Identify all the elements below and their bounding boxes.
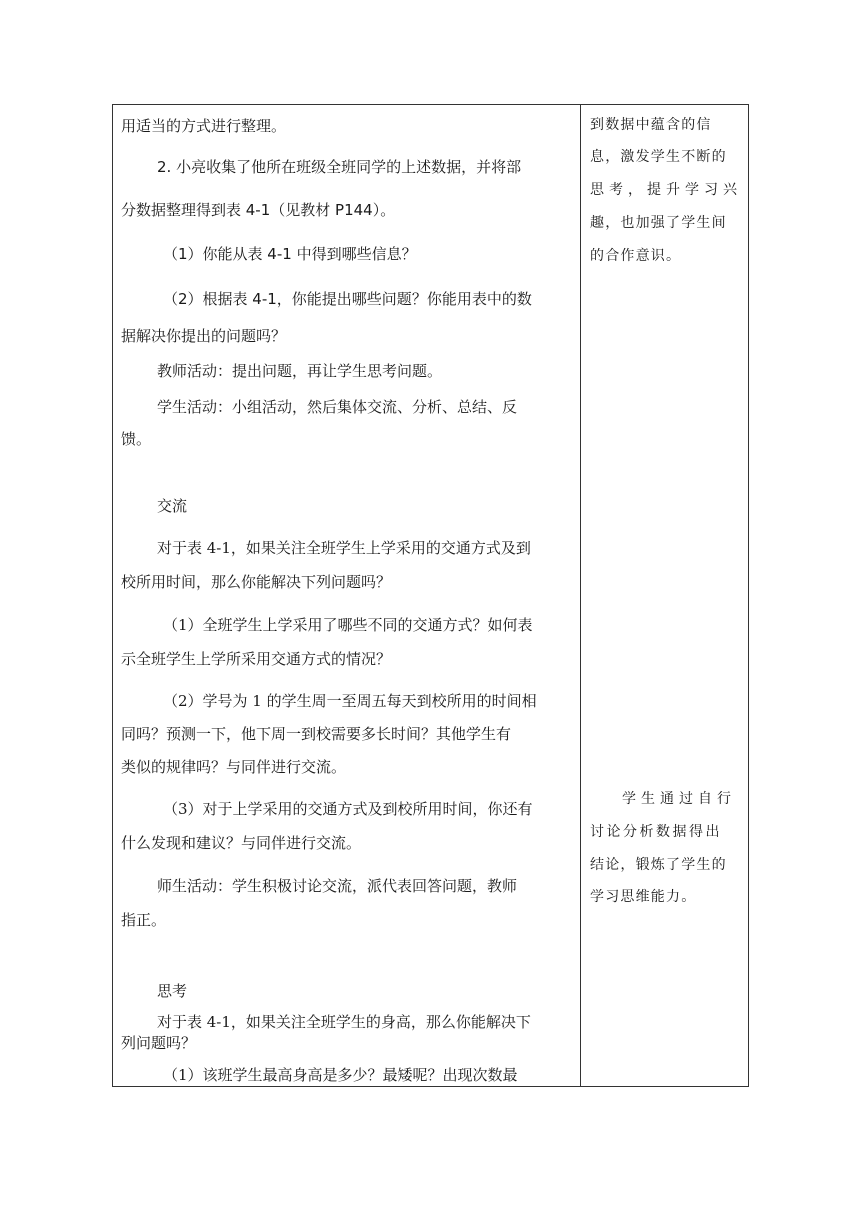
text-line: （3）对于上学采用的交通方式及到校所用时间，你还有 xyxy=(163,800,533,818)
text-line: 类似的规律吗？与同伴进行交流。 xyxy=(121,758,347,776)
text-line: （2）根据表 4-1，你能提出哪些问题？你能用表中的数 xyxy=(163,290,532,308)
text-line: 指正。 xyxy=(121,911,167,929)
note-line: 思考，提升学习兴 xyxy=(590,182,742,198)
text-line: 对于表 4-1，如果关注全班学生的身高，那么你能解决下 xyxy=(157,1013,531,1031)
text-line: 什么发现和建议？与同伴进行交流。 xyxy=(121,834,362,852)
note-line: 到数据中蕴含的信 xyxy=(590,117,712,133)
note-line: 趣，也加强了学生间 xyxy=(590,215,727,231)
text-line: 同吗？预测一下，他下周一到校需要多长时间？其他学生有 xyxy=(121,725,512,743)
text-line: 列问题吗？ xyxy=(121,1034,197,1052)
text-line: 对于表 4-1，如果关注全班学生上学采用的交通方式及到 xyxy=(157,539,531,557)
note-line: 学生通过自行 xyxy=(622,791,736,807)
column-divider xyxy=(580,105,581,1086)
text-line: （1）全班学生上学采用了哪些不同的交通方式？如何表 xyxy=(163,616,533,634)
note-line: 学习思维能力。 xyxy=(590,889,697,905)
text-line: 2. 小亮收集了他所在班级全班同学的上述数据，并将部 xyxy=(157,158,522,176)
note-line: 讨论分析数据得出 xyxy=(590,824,722,840)
note-line: 的合作意识。 xyxy=(590,248,682,264)
text-line: 校所用时间，那么你能解决下列问题吗？ xyxy=(121,573,392,591)
text-line: 示全班学生上学所采用交通方式的情况？ xyxy=(121,650,392,668)
text-line: 师生活动：学生积极讨论交流，派代表回答问题，教师 xyxy=(157,877,518,895)
text-line: （1）你能从表 4-1 中得到哪些信息？ xyxy=(163,245,417,263)
text-line: 用适当的方式进行整理。 xyxy=(121,117,287,135)
text-line: （2）学号为 1 的学生周一至周五每天到校所用的时间相 xyxy=(163,692,537,710)
text-line: 馈。 xyxy=(121,430,152,448)
lesson-plan-table xyxy=(112,104,749,1087)
note-line: 结论，锻炼了学生的 xyxy=(590,857,727,873)
text-line: 教师活动：提出问题，再让学生思考问题。 xyxy=(157,362,443,380)
section-heading: 交流 xyxy=(157,497,188,515)
text-line: （1）该班学生最高身高是多少？最矮呢？出现次数最 xyxy=(163,1066,518,1084)
text-line: 分数据整理得到表 4-1（见教材 P144）。 xyxy=(121,201,396,219)
text-line: 学生活动：小组活动，然后集体交流、分析、总结、反 xyxy=(157,398,518,416)
section-heading: 思考 xyxy=(157,982,188,1000)
text-line: 据解决你提出的问题吗？ xyxy=(121,327,287,345)
note-line: 息，激发学生不断的 xyxy=(590,149,727,165)
